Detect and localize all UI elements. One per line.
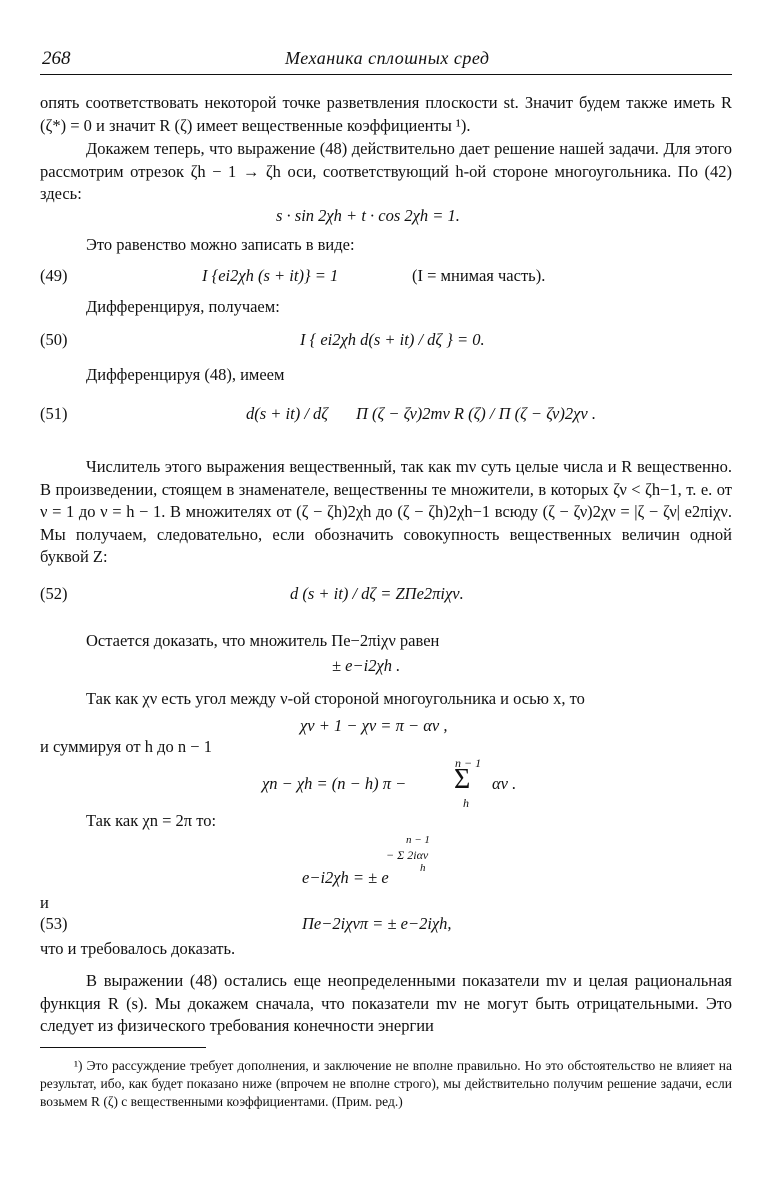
paragraph-undetermined: В выражении (48) остались еще неопределенными показатели mν и целая рациональная функция R (s). Мы докажем сначала, что показатели mν не могут быть отрицательными. Это следует из физического требования конечности энергии [40, 971, 732, 1035]
footnote-rule [40, 1047, 206, 1048]
paragraph-remains: Остается доказать, что множитель Πe−2πiχν равен [86, 631, 440, 650]
equation-exponent: e−i2χh = ± e n − 1 − Σ 2iαν h [302, 834, 430, 887]
paragraph-continuation: опять соответствовать некоторой точке разветвления плоскости st. Значит будем также иметь R (ζ*) = 0 и значит R (ζ) имеет вещественные коэффициенты ¹). [40, 93, 732, 135]
paragraph-proof-start: Докажем теперь, что выражение (48) действительно дает решение нашей задачи. Для этого рассмотрим отрезок ζh − 1 → ζh оси, соответствующий h-ой стороне многоугольника. По (42) здесь: [40, 139, 732, 203]
paragraph-rewrite: Это равенство можно записать в виде: [86, 235, 355, 254]
paragraph-since-chi-n: Так как χn = 2π то: [86, 811, 217, 830]
paragraph-differentiate: Дифференцируя, получаем: [86, 297, 280, 316]
paragraph-numerator: Числитель этого выражения вещественный, так как mν суть целые числа и R вещественно. В произведении, стоящем в знаменателе, вещественны те множители, в которых ζν < ζh−1, т. е. от ν = 1 до ν = h − 1. В множителях от (ζ − ζh)2χh до (ζ − ζh)2χh−1 всюду (ζ − ζν)2χν = |ζ − ζν| e2πiχν. Мы получаем, следовательно, если обозначить совокупность вещественных величин одной буквой Z: [40, 457, 732, 566]
book-page: 268 Механика сплошных сред опять соответствовать некоторой точке разветвления плоскости st. Значит будем также иметь R (ζ*) = 0 и значит R (ζ) имеет вещественные коэффициенты ¹). Докажем теперь, что выражение (48) действительно дает решение нашей задачи. Для этого рассмотрим отрезок ζh − 1 → ζh оси, соответствующий h-ой стороне многоугольника. По (42) здесь: s · sin 2χh + t · cos 2χh = 1. Это равенство можно записать в виде: (49) I {ei2χh (s + it)} = 1 (I = мнимая часть). Дифференцируя, получаем: (50) I { ei2χh d(s + it) / dζ } = 0. Дифференцируя (48), имеем (51) d(s + it) / dζ Π (ζ − ζν)2mν R (ζ) / Π (ζ − ζν)2χν . Числитель этого выражения вещественный, так как mν суть целые числа и R вещественно. В произведении, стоящем в знаменателе, вещественны те множители, в которых ζν < ζh−1, т. е. от ν = 1 до ν = h − 1. В множителях от (ζ − ζh)2χh до (ζ − ζh)2χh−1 всюду (ζ − ζν)2χν = |ζ − ζν| e2πiχν. Мы получаем, следовательно, если обозначить совокупность вещественных величин одной буквой Z: (52) d (s + it) / dζ = ZΠe2πiχν. Остается доказать, что множитель Πe−2πiχν равен ± e−i2χh . Так как χν есть угол между ν-ой стороной многоугольника и осью x, то χν + 1 − χν = π − αν , и суммируя от h до n − 1 χn − χh = (n − h) π − n − 1 Σ h αν . Так как χn = 2π то: e−i2χh = ± e n − 1 − Σ 2iαν h и (53) Πe−2iχνπ = ± e−2iχh, что и требовалось доказать. В выражении (48) остались еще неопределенными показатели mν и целая рациональная функция R (s). Мы докажем сначала, что показатели mν не могут быть отрицательными. Это следует из физического требования конечности энергии ¹) Это рассуждение требует дополнения, и заключение не вполне правильно. Но это обстоятельство не влияет на результат, ибо, как будет показано ниже (впрочем не вполне строго), мы действительно получим решение задачи, если возьмем R (ζ) с вещественными коэффициентами. (Прим. ред.) [40, 0, 732, 1200]
equation-number: (49) [40, 266, 68, 285]
paragraph-qed: что и требовалось доказать. [40, 939, 236, 958]
equation-number: (52) [40, 584, 68, 603]
paragraph-and: и [40, 893, 49, 912]
equation-number: (51) [40, 404, 68, 423]
equation-number: (53) [40, 914, 68, 933]
equation-sum: χn − χh = (n − h) π − n − 1 Σ h αν . [262, 756, 517, 810]
equation-number: (50) [40, 330, 68, 349]
paragraph-differentiate-48: Дифференцируя (48), имеем [86, 365, 285, 384]
page-number: 268 [42, 48, 71, 69]
running-title: Механика сплошных сред [285, 48, 490, 68]
paragraph-angle: Так как χν есть угол между ν-ой стороной многоугольника и осью x, то [86, 689, 585, 708]
page-header [40, 44, 732, 75]
paragraph-summing: и суммируя от h до n − 1 [40, 737, 212, 756]
footnote: ¹) Это рассуждение требует дополнения, и заключение не вполне правильно. Но это обстоятельство не влияет на результат, ибо, как будет показано ниже (впрочем не вполне строго), мы действительно получим решение задачи, если возьмем R (ζ) с вещественными коэффициентами. (Прим. ред.) [40, 1058, 732, 1109]
